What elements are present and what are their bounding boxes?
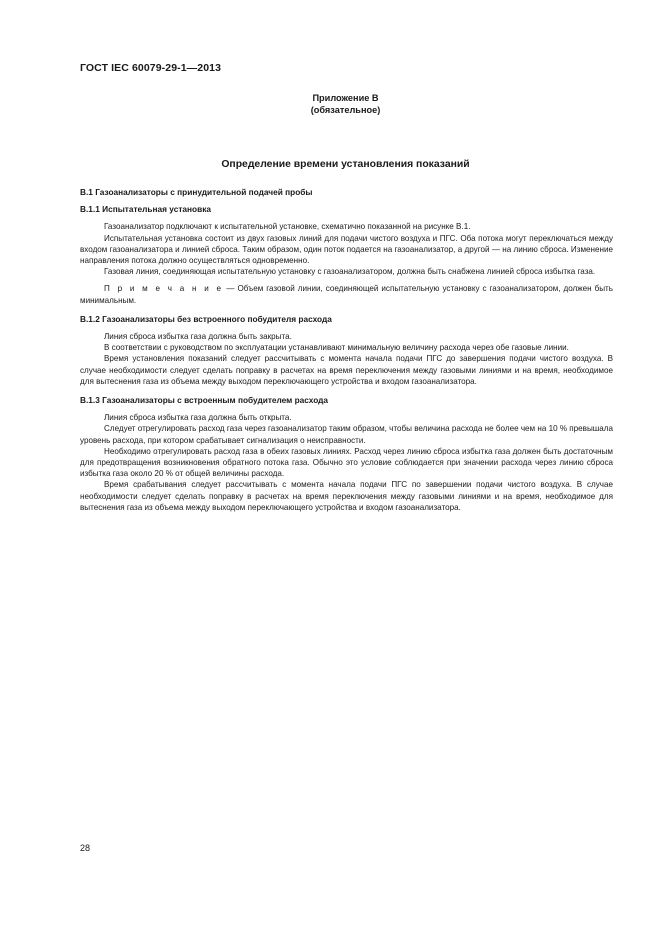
section-heading-b12: В.1.2 Газоанализаторы без встроенного побудителя расхода bbox=[80, 313, 332, 324]
annex-status: (обязательное) bbox=[310, 105, 381, 115]
paragraph: Необходимо отрегулировать расход газа в обеих газовых линиях. Расход через линию сброса избытка газа должен быть достаточным для предотвращения возникновения обратного потока газа. Обычно это условие соблюдается при значении расхода через линию сброса избытка газа около 20 % от общей величины расхода. bbox=[80, 446, 613, 479]
annex-label-block bbox=[80, 92, 611, 116]
paragraph: Время установления показаний следует рассчитывать с момента начала подачи ПГС до завершения подачи чистого воздуха. В случае необходимости следует сделать поправку в расчетах на время переключения между газовыми линиями и на время, необходимое для вытеснения газа из объема между выходом переключающего устройства и входом газоанализатора. bbox=[80, 354, 613, 386]
paragraph: Линия сброса избытка газа должна быть открыта. bbox=[104, 413, 292, 423]
paragraph: В соответствии с руководством по эксплуатации устанавливают минимальную величину расхода через обе газовые линии. bbox=[104, 343, 569, 353]
document-body bbox=[80, 187, 613, 513]
paragraph: Время срабатывания следует рассчитывать с момента начала подачи ПГС по завершении подачи чистого воздуха. В случае необходимости следует сделать поправку в расчетах на время переключения между газовыми линиями и на время, необходимое для вытеснения газа из объема между выходом переключающего устройства и входом газоанализатора. bbox=[80, 480, 613, 512]
paragraph: Следует отрегулировать расход газа через газоанализатор таким образом, чтобы величина расхода не более чем на 10 % превышала уровень расхода, при котором срабатывает сигнализация о неисправности. bbox=[80, 424, 613, 445]
section-heading-b1: В.1 Газоанализаторы с принудительной подачей пробы bbox=[80, 187, 313, 197]
note-text: — Объем газовой линии, соединяющей испытательную установку с газоанализатором, должен быть минимальным. bbox=[80, 284, 613, 305]
note-label: П р и м е ч а н и е bbox=[104, 284, 224, 294]
paragraph: Газовая линия, соединяющая испытательную установку с газоанализатором, должна быть снабжена линией сброса избытка газа. bbox=[104, 267, 596, 277]
annex-title: Определение времени установления показаний bbox=[221, 159, 470, 170]
paragraph: Испытательная установка состоит из двух газовых линий для подачи чистого воздуха и ПГС. Оба потока могут переключаться между входом газоанализатора и линией сброса. Таким образом, один поток подается на газоанализатор, а другой — на линию сброса. Изменение направления потока должно осуществляться одновременно. bbox=[80, 233, 613, 266]
paragraph: Газоанализатор подключают к испытательной установке, схематично показанной на рисунке В.1. bbox=[104, 222, 471, 232]
section-heading-b11: В.1.1 Испытательная установка bbox=[80, 204, 211, 215]
section-heading-b13: В.1.3 Газоанализаторы с встроенным побудителем расхода bbox=[80, 395, 329, 406]
page-number: 28 bbox=[80, 843, 91, 853]
standard-designation: ГОСТ IEC 60079-29-1—2013 bbox=[80, 62, 222, 74]
annex-label: Приложение В bbox=[312, 93, 379, 103]
note bbox=[80, 283, 613, 305]
paragraph: Линия сброса избытка газа должна быть закрыта. bbox=[104, 332, 292, 342]
